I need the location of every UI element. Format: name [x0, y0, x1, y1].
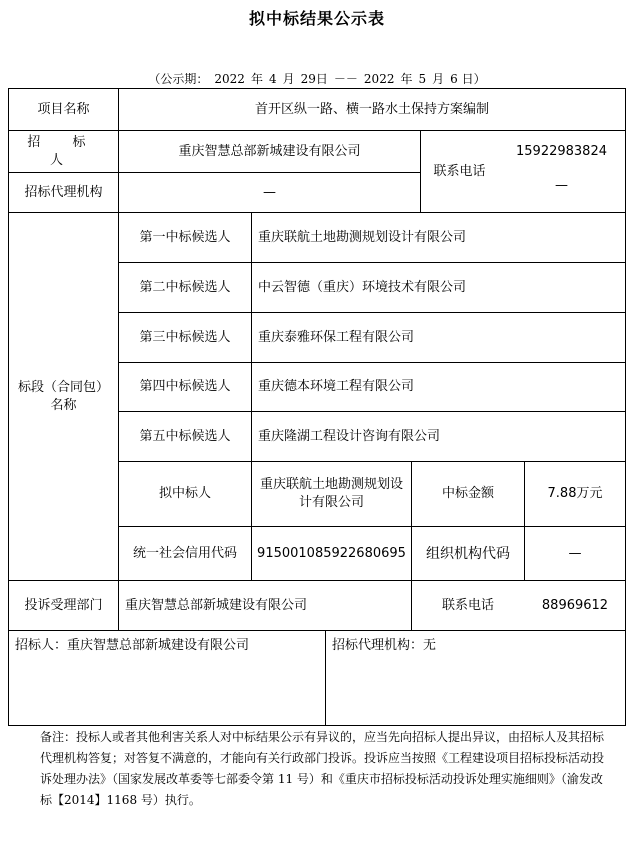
tenderer-label: 招 标 人: [27, 134, 100, 168]
credit-code-label: 统一社会信用代码: [132, 545, 237, 561]
candidate-name: 重庆隆湖工程设计咨询有限公司: [258, 428, 441, 444]
complaint-phone-label: 联系电话: [441, 597, 494, 613]
winning-amount-label: 中标金额: [441, 486, 494, 501]
org-code-value: —: [568, 545, 582, 561]
winning-amount-value: 7.88万元: [547, 486, 603, 501]
candidate-name: 重庆德本环境工程有限公司: [258, 379, 415, 394]
publicity-period: （公示期： 2022 年 4 月 29日 －－ 2022 年 5 月 6 日）: [148, 72, 486, 86]
candidate-rank: 第二中标候选人: [139, 279, 231, 295]
candidate-rank: 第三中标候选人: [139, 329, 231, 345]
complaint-dept-label: 投诉受理部门: [24, 597, 103, 613]
winner-label: 拟中标人: [158, 486, 211, 501]
candidate-rank: 第四中标候选人: [139, 379, 231, 394]
candidate-name: 重庆泰雅环保工程有限公司: [258, 329, 415, 345]
candidate-rank: 第一中标候选人: [139, 229, 231, 245]
agency-value: —: [263, 184, 276, 200]
credit-code-value: 915001085922680695: [257, 545, 406, 561]
agency-label: 招标代理机构: [24, 184, 103, 200]
contact-phone-value: 15922983824: [516, 143, 607, 159]
signature-tenderer: 招标人：重庆智慧总部新城建设有限公司: [15, 638, 250, 653]
page-title: 拟中标结果公示表: [248, 9, 385, 28]
section-label: 标段（合同包）名称: [17, 379, 109, 413]
agency-phone-value: —: [555, 178, 568, 193]
signature-agency: 招标代理机构：无: [332, 638, 437, 653]
contact-phone-label: 联系电话: [433, 163, 486, 179]
project-name-value: 首开区纵一路、横一路水土保持方案编制: [254, 101, 489, 117]
winner-name: 重庆联航土地勘测规划设计有限公司: [260, 477, 404, 510]
complaint-phone-value: 88969612: [541, 597, 609, 613]
candidate-name: 中云智德（重庆）环境技术有限公司: [258, 279, 467, 295]
tenderer-value: 重庆智慧总部新城建设有限公司: [178, 143, 361, 159]
complaint-dept-value: 重庆智慧总部新城建设有限公司: [125, 597, 308, 613]
candidate-name: 重庆联航土地勘测规划设计有限公司: [258, 229, 467, 245]
remarks-note: 备注：投标人或者其他利害关系人对中标结果公示有异议的，应当先向招标人提出异议，由招标人及其招标代理机构答复；对答复不满意的，才能向有关行政部门投诉。投诉应当按照《工程建设项目招标投标活动投诉处理办法》（国家发展改革委等七部委令第 11 号）和《重庆市招标投标活动投诉处理实施细则》（渝发改标【2014】1168 号）执行。: [40, 730, 605, 807]
org-code-label: 组织机构代码: [426, 545, 510, 562]
candidate-rank: 第五中标候选人: [139, 428, 231, 444]
project-name-label: 项目名称: [37, 101, 90, 117]
